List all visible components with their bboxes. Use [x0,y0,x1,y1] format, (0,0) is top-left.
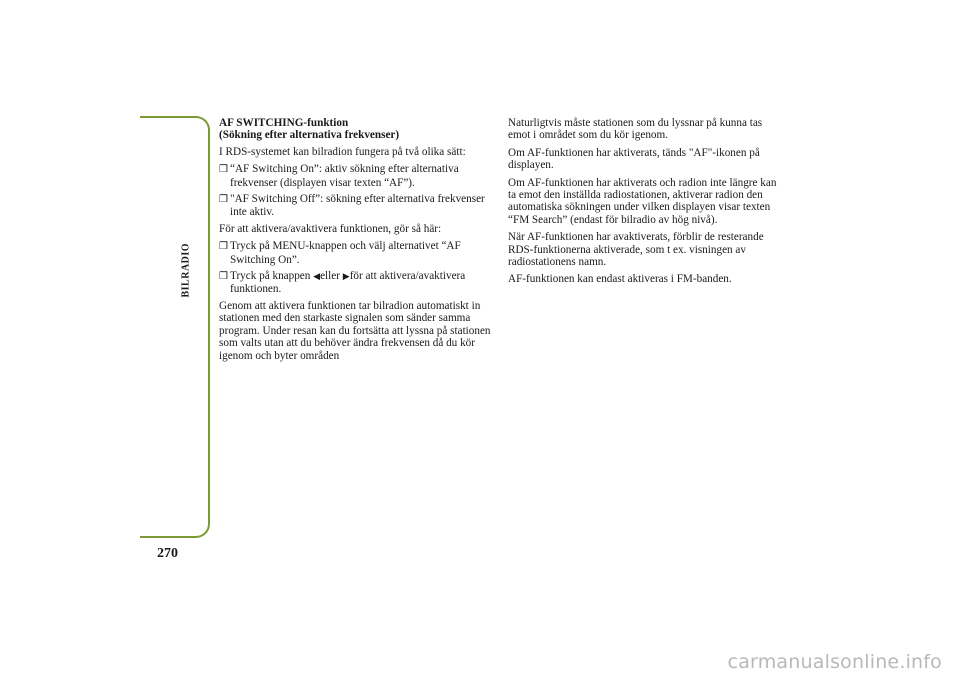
paragraph: Naturligtvis måste stationen som du lyssnar på kunna tas emot i området som du kör igenom. [508,117,763,142]
activate-intro: För att aktivera/avaktivera funktionen, gör så här: [219,222,442,235]
section-heading [219,117,496,142]
closing-paragraph: Genom att aktivera funktionen tar bilradion automatiskt in stationen med den starkaste signalen som sänder samma program. Under resan kan du fortsätta att lyssna på stationen som valts utan att du behöver ändra frekvensen då du kör igenom och byter områden [219,299,491,362]
paragraph: Om AF-funktionen har aktiverats och radion inte längre kan ta emot den inställda radiostationen, aktiverar radion den automatiska sökningen under vilken displayen visar texten “FM Search” (endast för bilradio av hög nivå). [508,176,777,226]
paragraph: När AF-funktionen har avaktiverats, förblir de resterande RDS-funktionerna aktiverade, som t ex. visningen av radiostationens namn. [508,231,764,269]
heading-subtitle: (Sökning efter alternativa frekvenser) [219,129,400,142]
checkbox-bullet-icon: ❒ [219,164,228,176]
section-tab: BILRADIO [180,242,192,298]
paragraph: AF-funktionen kan endast aktiveras i FM-banden. [508,273,732,286]
intro-paragraph: I RDS-systemet kan bilradion fungera på två olika sätt: [219,145,466,158]
heading-title: AF SWITCHING-funktion [219,117,349,129]
list-item: ❒ "AF Switching Off”: sökning efter alternativa frekvenser inte aktiv. [219,193,485,219]
watermark: carmanualsonline.info [727,651,942,673]
list-item: ❒ Tryck på knappen ◀eller ▶för att aktivera/avaktivera funktionen. [219,270,466,296]
checkbox-bullet-icon: ❒ [219,241,228,253]
page-margin-border [140,116,210,538]
right-column [508,117,784,291]
list-item: ❒ “AF Switching On”: aktiv sökning efter alternativa frekvenser (displayen visar texten “AF”). [219,163,459,189]
checkbox-bullet-icon: ❒ [219,194,228,206]
right-arrow-icon: ▶ [342,271,350,282]
left-arrow-icon: ◀ [313,271,321,282]
page-number: 270 [157,546,178,561]
checkbox-bullet-icon: ❒ [219,271,228,283]
paragraph: Om AF-funktionen har aktiverats, tänds "AF"-ikonen på displayen. [508,146,760,172]
list-item: ❒ Tryck på MENU-knappen och välj alternativet “AF Switching On”. [219,240,461,266]
left-column [219,117,496,367]
